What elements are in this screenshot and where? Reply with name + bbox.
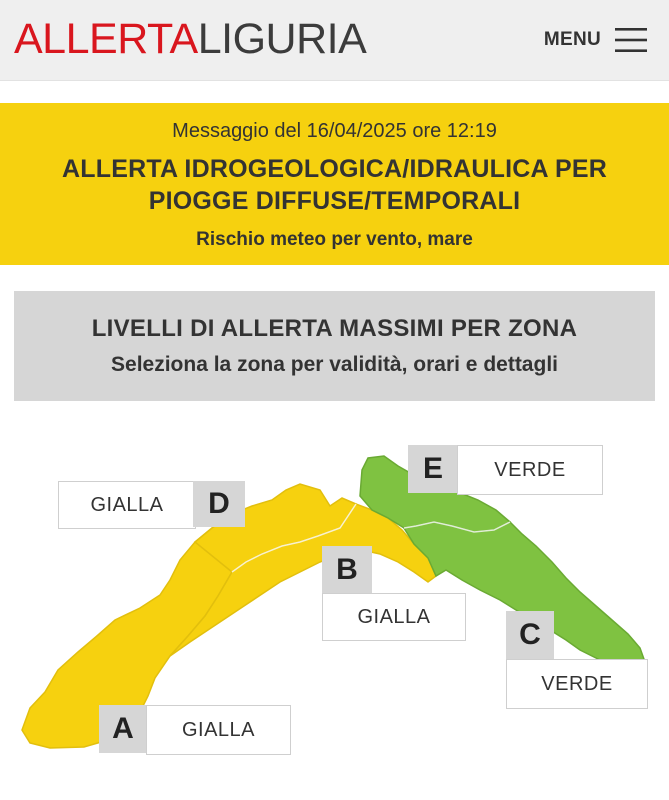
logo-liguria-text: LIGURIA [197,15,367,63]
menu-button[interactable] [544,20,647,60]
zone-c-letter[interactable]: C [506,611,554,659]
zone-b-letter[interactable]: B [322,546,372,594]
alert-levels-subtitle: Seleziona la zona per validità, orari e dettagli [111,353,558,376]
zone-e-letter[interactable]: E [408,445,458,493]
alert-banner[interactable] [0,103,669,265]
zone-d-letter[interactable]: D [193,481,245,527]
risk-description: Rischio meteo per vento, mare [196,229,473,250]
hamburger-menu-icon [615,27,647,53]
alert-title: ALLERTA IDROGEOLOGICA/IDRAULICA PER PIOGGE DIFFUSE/TEMPORALI [62,155,607,215]
zone-c-level-label[interactable]: VERDE [506,659,648,709]
zone-a-letter[interactable]: A [99,705,147,753]
menu-label: MENU [543,29,601,50]
message-date: Messaggio del 16/04/2025 ore 12:19 [172,120,497,142]
zone-a-level-label[interactable]: GIALLA [146,705,291,755]
header-bar [0,0,669,81]
alert-levels-box [14,291,655,401]
zone-d-level-label[interactable]: GIALLA [58,481,196,529]
zone-e-level-label[interactable]: VERDE [457,445,603,495]
liguria-zones-map [0,430,669,800]
allerta-liguria-logo[interactable] [14,14,366,64]
zone-b-level-label[interactable]: GIALLA [322,593,466,641]
alert-levels-title: LIVELLI DI ALLERTA MASSIMI PER ZONA [91,315,578,342]
logo-allerta-text: ALLERTA [14,15,198,63]
